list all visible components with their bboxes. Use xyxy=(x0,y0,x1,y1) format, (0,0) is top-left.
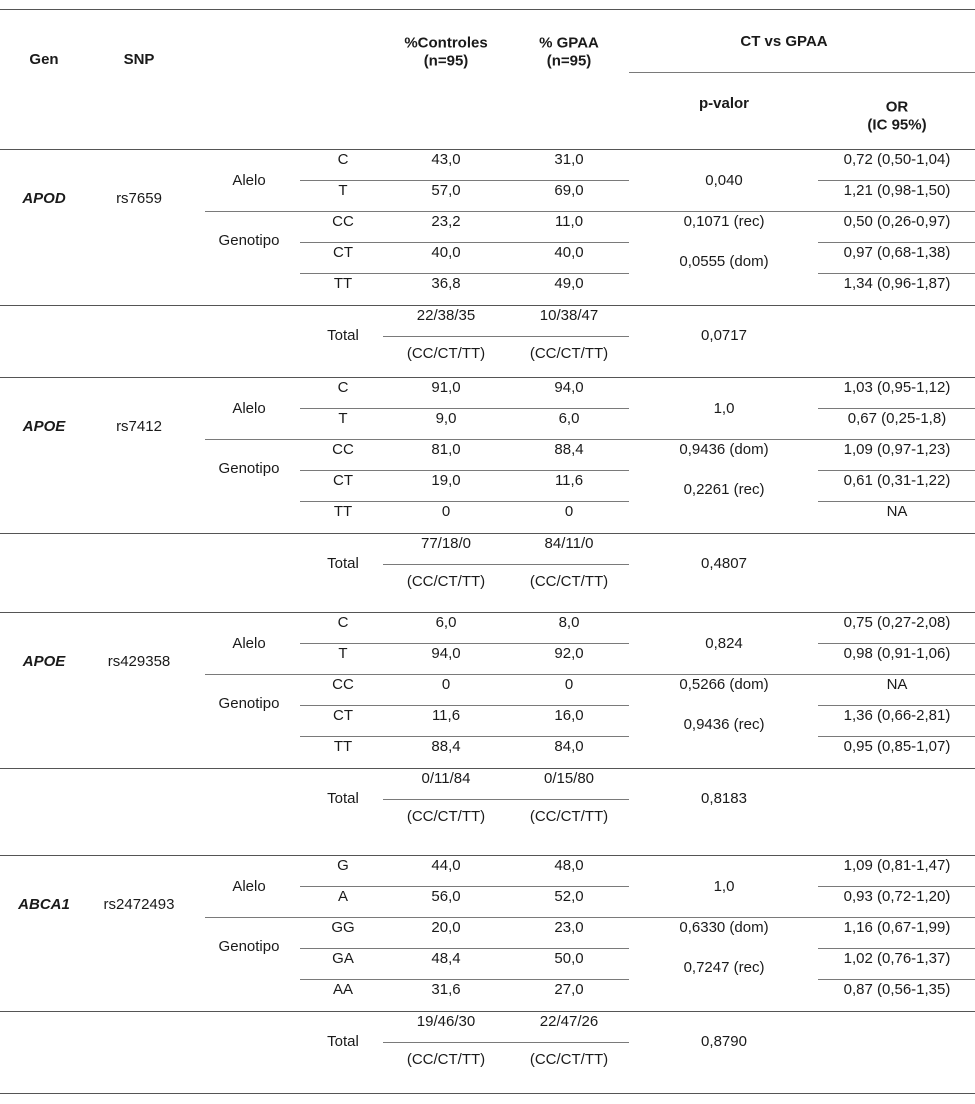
gpaa-value: 49,0 xyxy=(554,275,584,293)
pvalor-genotipo-2: 0,9436 (rec) xyxy=(683,716,765,734)
or-value: 1,36 (0,66-2,81) xyxy=(843,707,951,725)
allele-genotype-type: C xyxy=(337,151,349,169)
gene-name: APOE xyxy=(22,418,66,436)
table-bottom-rule xyxy=(0,1093,975,1094)
row-rule xyxy=(300,501,629,502)
block-rule xyxy=(0,612,975,613)
controles-value: 40,0 xyxy=(431,244,461,262)
allele-genotype-type: CT xyxy=(333,244,353,262)
total-format-gpaa: (CC/CT/TT) xyxy=(529,808,609,826)
allele-genotype-type: CC xyxy=(332,213,354,231)
or-value: 0,95 (0,85-1,07) xyxy=(843,738,951,756)
pvalor-genotipo-1: 0,5266 (dom) xyxy=(679,676,769,694)
allele-genotype-type: CT xyxy=(333,707,353,725)
header-gpaa: % GPAA (n=95) xyxy=(539,34,599,69)
gpaa-value: 40,0 xyxy=(554,244,584,262)
gpaa-value: 92,0 xyxy=(554,645,584,663)
allele-genotype-type: TT xyxy=(333,503,353,521)
row-rule xyxy=(300,886,629,887)
pvalor-total: 0,8183 xyxy=(701,790,747,808)
allele-genotype-type: GG xyxy=(331,919,355,937)
snp-id: rs7659 xyxy=(116,190,162,208)
or-value: 1,21 (0,98-1,50) xyxy=(843,182,951,200)
or-value: 1,34 (0,96-1,87) xyxy=(843,275,951,293)
allele-genotype-type: TT xyxy=(333,738,353,756)
row-rule xyxy=(300,948,629,949)
or-value: 1,16 (0,67-1,99) xyxy=(843,919,951,937)
header-gen: Gen xyxy=(29,51,59,69)
total-controles: 0/11/84 xyxy=(421,770,471,788)
gpaa-value: 6,0 xyxy=(558,410,580,428)
pvalor-alelo: 1,0 xyxy=(713,878,735,896)
gpaa-value: 11,0 xyxy=(554,213,584,231)
total-inner-rule xyxy=(383,1042,629,1043)
row-rule xyxy=(818,886,975,887)
controles-value: 43,0 xyxy=(431,151,461,169)
label-total: Total xyxy=(327,1033,359,1051)
allele-genotype-type: A xyxy=(337,888,349,906)
row-rule xyxy=(818,501,975,502)
total-format-controles: (CC/CT/TT) xyxy=(406,345,486,363)
pvalor-total: 0,0717 xyxy=(701,327,747,345)
pvalor-genotipo-1: 0,1071 (rec) xyxy=(683,213,765,231)
pvalor-alelo: 1,0 xyxy=(713,400,735,418)
snp-id: rs2472493 xyxy=(103,896,175,914)
row-rule xyxy=(818,643,975,644)
controles-value: 19,0 xyxy=(431,472,461,490)
total-format-gpaa: (CC/CT/TT) xyxy=(529,345,609,363)
subgroup-rule xyxy=(205,917,975,918)
label-genotipo: Genotipo xyxy=(218,695,280,713)
label-genotipo: Genotipo xyxy=(218,232,280,250)
controles-value: 81,0 xyxy=(431,441,461,459)
header-ct-vs-gpaa: CT vs GPAA xyxy=(740,33,828,51)
total-inner-rule xyxy=(383,336,629,337)
total-inner-rule xyxy=(383,799,629,800)
pvalor-genotipo-1: 0,9436 (dom) xyxy=(679,441,769,459)
gpaa-value: 8,0 xyxy=(558,614,580,632)
row-rule xyxy=(818,948,975,949)
or-value: 0,98 (0,91-1,06) xyxy=(843,645,951,663)
block-rule xyxy=(0,855,975,856)
or-value: 0,72 (0,50-1,04) xyxy=(843,151,951,169)
row-rule xyxy=(300,643,629,644)
controles-value: 91,0 xyxy=(431,379,461,397)
gene-name: APOD xyxy=(22,190,66,208)
gene-name: APOE xyxy=(22,653,66,671)
pvalor-alelo: 0,040 xyxy=(705,172,743,190)
total-gpaa: 0/15/80 xyxy=(543,770,595,788)
pvalor-total: 0,8790 xyxy=(701,1033,747,1051)
snp-id: rs429358 xyxy=(107,653,171,671)
total-format-gpaa: (CC/CT/TT) xyxy=(529,573,609,591)
row-rule xyxy=(818,470,975,471)
label-alelo: Alelo xyxy=(232,635,266,653)
label-genotipo: Genotipo xyxy=(218,460,280,478)
pvalor-total: 0,4807 xyxy=(701,555,747,573)
header-group-rule xyxy=(629,72,975,73)
allele-genotype-type: T xyxy=(338,182,348,200)
allele-genotype-type: T xyxy=(338,410,348,428)
or-value: 0,93 (0,72-1,20) xyxy=(843,888,951,906)
block-rule xyxy=(0,377,975,378)
gpaa-value: 52,0 xyxy=(554,888,584,906)
controles-value: 11,6 xyxy=(431,707,461,725)
total-rule xyxy=(0,768,975,769)
row-rule xyxy=(300,979,629,980)
pvalor-alelo: 0,824 xyxy=(705,635,743,653)
gpaa-value: 11,6 xyxy=(554,472,584,490)
row-rule xyxy=(300,180,629,181)
controles-value: 0 xyxy=(441,676,451,694)
gpaa-value: 69,0 xyxy=(554,182,584,200)
total-format-controles: (CC/CT/TT) xyxy=(406,808,486,826)
total-format-controles: (CC/CT/TT) xyxy=(406,573,486,591)
or-value: 1,03 (0,95-1,12) xyxy=(843,379,951,397)
or-value: 0,97 (0,68-1,38) xyxy=(843,244,951,262)
total-format-controles: (CC/CT/TT) xyxy=(406,1051,486,1069)
total-format-gpaa: (CC/CT/TT) xyxy=(529,1051,609,1069)
header-or: OR (IC 95%) xyxy=(867,98,927,133)
gpaa-value: 23,0 xyxy=(554,919,584,937)
gpaa-value: 0 xyxy=(564,503,574,521)
allele-genotype-type: TT xyxy=(333,275,353,293)
row-rule xyxy=(818,180,975,181)
label-total: Total xyxy=(327,327,359,345)
gpaa-value: 31,0 xyxy=(554,151,584,169)
row-rule xyxy=(300,273,629,274)
subgroup-rule xyxy=(205,674,975,675)
controles-value: 20,0 xyxy=(431,919,461,937)
allele-genotype-type: GA xyxy=(332,950,354,968)
label-total: Total xyxy=(327,555,359,573)
header-controles: %Controles (n=95) xyxy=(404,34,488,69)
or-value: 0,75 (0,27-2,08) xyxy=(843,614,951,632)
allele-genotype-type: C xyxy=(337,379,349,397)
allele-genotype-type: G xyxy=(337,857,349,875)
subgroup-rule xyxy=(205,439,975,440)
controles-value: 6,0 xyxy=(435,614,457,632)
row-rule xyxy=(300,470,629,471)
gpaa-value: 16,0 xyxy=(554,707,584,725)
pvalor-genotipo-2: 0,2261 (rec) xyxy=(683,481,765,499)
row-rule xyxy=(300,408,629,409)
row-rule xyxy=(300,705,629,706)
or-value: 0,50 (0,26-0,97) xyxy=(843,213,951,231)
or-value: NA xyxy=(886,503,908,521)
row-rule xyxy=(818,408,975,409)
total-gpaa: 10/38/47 xyxy=(539,307,599,325)
row-rule xyxy=(300,242,629,243)
subgroup-rule xyxy=(205,211,975,212)
controles-value: 36,8 xyxy=(431,275,461,293)
total-controles: 19/46/30 xyxy=(416,1013,476,1031)
or-value: 0,67 (0,25-1,8) xyxy=(847,410,947,428)
label-total: Total xyxy=(327,790,359,808)
gpaa-value: 88,4 xyxy=(554,441,584,459)
total-inner-rule xyxy=(383,564,629,565)
gpaa-value: 50,0 xyxy=(554,950,584,968)
total-gpaa: 22/47/26 xyxy=(539,1013,599,1031)
total-controles: 77/18/0 xyxy=(420,535,472,553)
pvalor-genotipo-1: 0,6330 (dom) xyxy=(679,919,769,937)
or-value: NA xyxy=(886,676,908,694)
controles-value: 23,2 xyxy=(431,213,461,231)
row-rule xyxy=(818,736,975,737)
table-top-rule xyxy=(0,9,975,10)
or-value: 1,09 (0,81-1,47) xyxy=(843,857,951,875)
controles-value: 57,0 xyxy=(431,182,461,200)
header-pvalor: p-valor xyxy=(698,95,750,113)
label-genotipo: Genotipo xyxy=(218,938,280,956)
gpaa-value: 84,0 xyxy=(554,738,584,756)
row-rule xyxy=(818,273,975,274)
row-rule xyxy=(818,979,975,980)
total-rule xyxy=(0,1011,975,1012)
or-value: 1,02 (0,76-1,37) xyxy=(843,950,951,968)
total-controles: 22/38/35 xyxy=(416,307,476,325)
total-gpaa: 84/11/0 xyxy=(544,535,594,553)
or-value: 0,61 (0,31-1,22) xyxy=(843,472,951,490)
row-rule xyxy=(300,736,629,737)
row-rule xyxy=(818,705,975,706)
pvalor-genotipo-2: 0,7247 (rec) xyxy=(683,959,765,977)
gpaa-value: 94,0 xyxy=(554,379,584,397)
allele-genotype-type: CC xyxy=(332,441,354,459)
allele-genotype-type: C xyxy=(337,614,349,632)
label-alelo: Alelo xyxy=(232,400,266,418)
block-rule xyxy=(0,149,975,150)
controles-value: 9,0 xyxy=(435,410,457,428)
controles-value: 44,0 xyxy=(431,857,461,875)
snp-id: rs7412 xyxy=(116,418,162,436)
gene-name: ABCA1 xyxy=(18,896,70,914)
label-alelo: Alelo xyxy=(232,878,266,896)
row-rule xyxy=(818,242,975,243)
controles-value: 0 xyxy=(441,503,451,521)
gpaa-value: 27,0 xyxy=(554,981,584,999)
total-rule xyxy=(0,305,975,306)
header-snp: SNP xyxy=(123,51,155,69)
label-alelo: Alelo xyxy=(232,172,266,190)
controles-value: 48,4 xyxy=(431,950,461,968)
controles-value: 56,0 xyxy=(431,888,461,906)
gpaa-value: 0 xyxy=(564,676,574,694)
allele-genotype-type: CT xyxy=(333,472,353,490)
allele-genotype-type: T xyxy=(338,645,348,663)
allele-genotype-type: CC xyxy=(332,676,354,694)
allele-genotype-type: AA xyxy=(332,981,354,999)
total-rule xyxy=(0,533,975,534)
or-value: 1,09 (0,97-1,23) xyxy=(843,441,951,459)
controles-value: 94,0 xyxy=(431,645,461,663)
or-value: 0,87 (0,56-1,35) xyxy=(843,981,951,999)
controles-value: 88,4 xyxy=(431,738,461,756)
gpaa-value: 48,0 xyxy=(554,857,584,875)
pvalor-genotipo-2: 0,0555 (dom) xyxy=(679,253,769,271)
controles-value: 31,6 xyxy=(431,981,461,999)
